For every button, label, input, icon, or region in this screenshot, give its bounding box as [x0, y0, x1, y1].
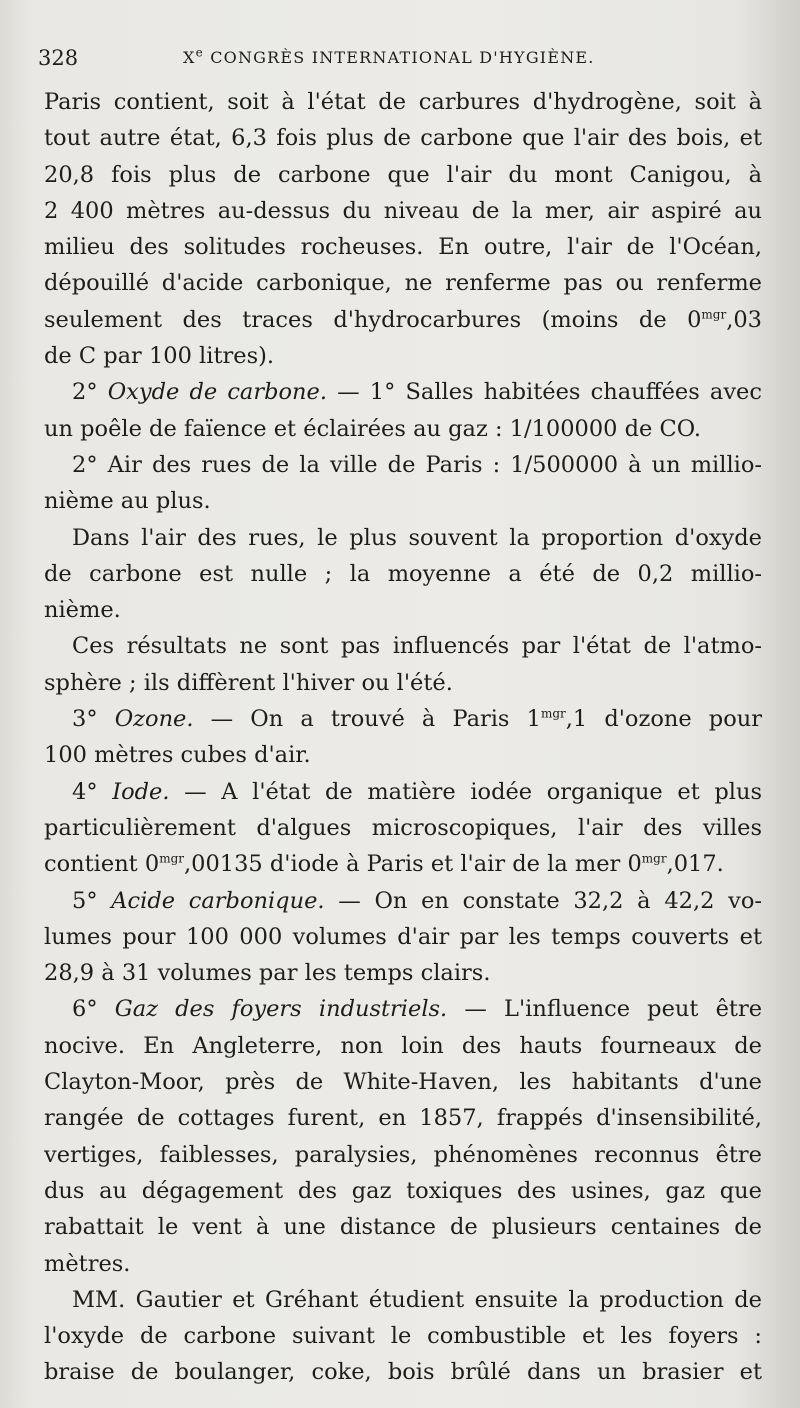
- section-text: — L'influence peut être: [447, 996, 763, 1023]
- section-number: 3°: [72, 706, 98, 733]
- text-line: milieu des solitudes rocheuses. En outre, l'air de l'Océan,: [44, 234, 762, 261]
- section-title: Oxyde de carbone.: [107, 379, 327, 406]
- text-line: particulièrement d'algues microscopiques, l'air des villes: [44, 814, 762, 841]
- text-line: tout autre état, 6,3 fois plus de carbone que l'air des bois, et: [44, 125, 762, 152]
- section-text: — A l'état de matière iodée organique et plus: [169, 778, 762, 805]
- section-heading-line: [44, 374, 762, 410]
- text-line: nième au plus.: [44, 488, 211, 515]
- section-text: — 1° Salles habitées chauffées avec: [327, 379, 762, 406]
- text-line: 2° Air des rues de la ville de Paris : 1/500000 à un millio-: [72, 451, 762, 478]
- text-line: Dans l'air des rues, le plus souvent la proportion d'oxyde: [72, 524, 762, 551]
- text-line: nocive. En Angleterre, non loin des hauts fourneaux de: [44, 1032, 762, 1059]
- text-line: mètres.: [44, 1250, 131, 1277]
- text-line: Ces résultats ne sont pas influencés par l'état de l'atmo-: [72, 633, 762, 660]
- page-header: [38, 40, 762, 76]
- text-line: l'oxyde de carbone suivant le combustible et les foyers :: [44, 1323, 762, 1350]
- text-line: rangée de cottages furent, en 1857, frappés d'insensibilité,: [44, 1105, 762, 1132]
- section-number: 2°: [72, 379, 98, 406]
- section-number: 4°: [72, 778, 98, 805]
- section-heading-line: [44, 701, 762, 737]
- text-line: un poêle de faïence et éclairées au gaz : 1/100000 de CO.: [44, 415, 701, 442]
- text-line: seulement des traces d'hydrocarbures (moins de $0^{mgr},03$: [44, 306, 762, 333]
- text-line: dus au dégagement des gaz toxiques des usines, gaz que: [44, 1177, 762, 1204]
- section-title: Ozone.: [114, 706, 194, 733]
- section-heading-line: [44, 774, 762, 810]
- section-number: 6°: [72, 996, 98, 1023]
- section-title: Iode.: [112, 778, 170, 805]
- section-heading-line: [44, 883, 762, 919]
- section-text: — On en constate 32,2 à 42,2 vo-: [324, 887, 762, 914]
- section-text: — On a trouvé à Paris $1^{mgr},1$ d'ozone pour: [193, 706, 762, 733]
- text-line: braise de boulanger, coke, bois brûlé dans un brasier et: [44, 1359, 762, 1386]
- section-heading-line: [44, 991, 762, 1027]
- text-line: de C par 100 litres).: [44, 343, 275, 370]
- text-line: nième.: [44, 597, 121, 624]
- text-line: vertiges, faiblesses, paralysies, phénomènes reconnus être: [44, 1141, 762, 1168]
- section-title: Acide carbonique.: [111, 887, 325, 914]
- text-line: 28,9 à 31 volumes par les temps clairs.: [44, 960, 491, 987]
- text-line: de carbone est nulle ; la moyenne a été de 0,2 millio-: [44, 560, 762, 587]
- page-number: 328: [38, 46, 79, 70]
- text-line: 20,8 fois plus de carbone que l'air du mont Canigou, à: [44, 161, 762, 188]
- text-line: 100 mètres cubes d'air.: [44, 742, 311, 769]
- text-line: lumes pour 100 000 volumes d'air par les temps couverts et: [44, 923, 762, 950]
- text-line: dépouillé d'acide carbonique, ne renferme pas ou renferme: [44, 270, 762, 297]
- text-line: 2 400 mètres au-dessus du niveau de la mer, air aspiré au: [44, 197, 762, 224]
- text-line: Clayton-Moor, près de White-Haven, les habitants d'une: [44, 1069, 762, 1096]
- text-line: Paris contient, soit à l'état de carbures d'hydrogène, soit à: [44, 89, 762, 115]
- text-line: MM. Gautier et Gréhant étudient ensuite la production de: [72, 1286, 762, 1313]
- body-text: [44, 84, 762, 1391]
- text-line: contient $0^{mgr},00135$ d'iode à Paris et l'air de la mer $0^{mgr},017$.: [44, 851, 724, 878]
- section-number: 5°: [72, 887, 98, 914]
- running-head: Xe CONGRÈS INTERNATIONAL D'HYGIÈNE.: [183, 45, 595, 67]
- section-title: Gaz des foyers industriels.: [114, 996, 448, 1023]
- text-line: rabattait le vent à une distance de plusieurs centaines de: [44, 1214, 762, 1241]
- text-line: sphère ; ils diffèrent l'hiver ou l'été.: [44, 669, 453, 696]
